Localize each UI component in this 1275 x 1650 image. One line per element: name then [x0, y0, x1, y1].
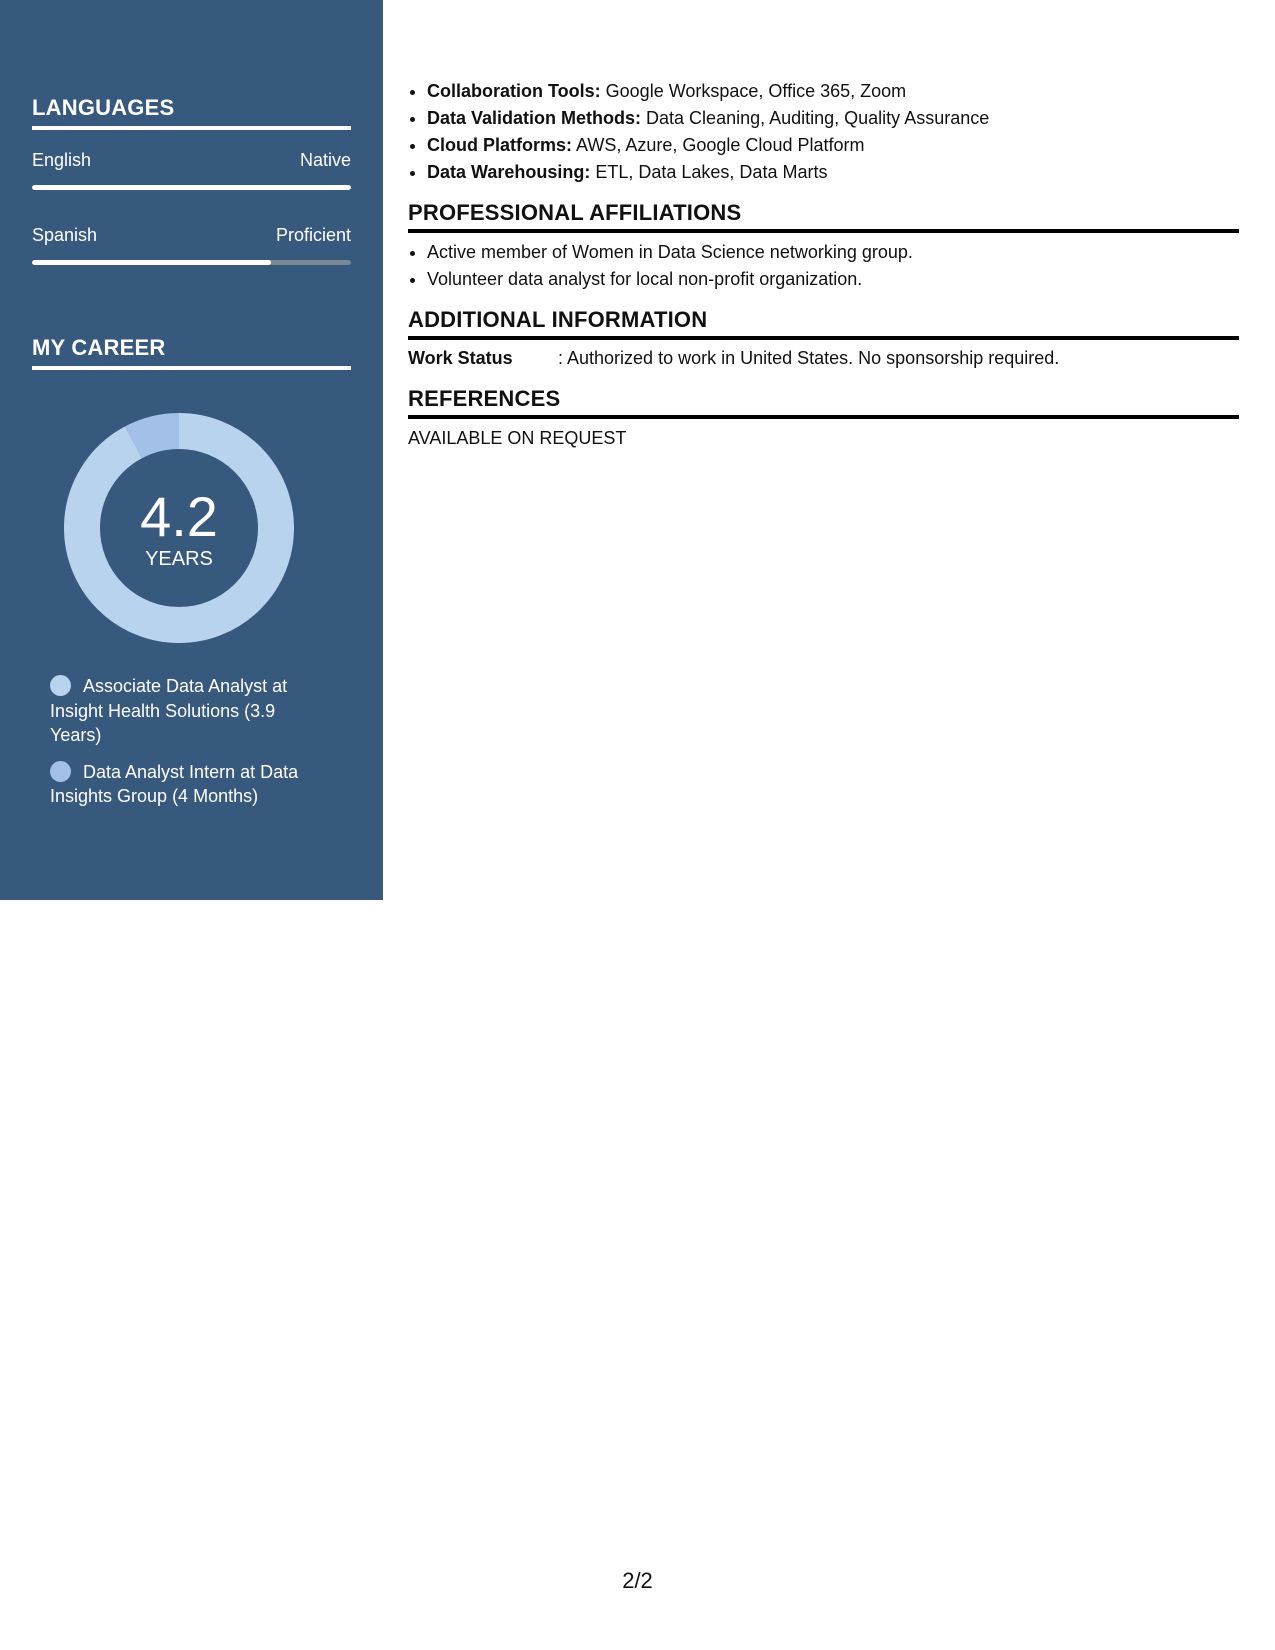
- list-item: [427, 132, 1239, 159]
- skill-key: Data Warehousing:: [427, 162, 591, 182]
- career-legend: [50, 674, 330, 821]
- page-number: 2/2: [622, 1568, 653, 1593]
- work-status-value: : Authorized to work in United States. No sponsorship required.: [558, 348, 1060, 368]
- language-level: Native: [299, 150, 351, 170]
- skill-value: ETL, Data Lakes, Data Marts: [590, 162, 828, 182]
- skill-value: AWS, Azure, Google Cloud Platform: [572, 135, 865, 155]
- sidebar: [0, 0, 383, 900]
- language-proficiency-bar: [32, 260, 351, 265]
- career-legend-item: [50, 674, 330, 748]
- language-proficiency-bar: [32, 185, 351, 190]
- languages-heading: LANGUAGES: [32, 95, 351, 130]
- list-item: [427, 105, 1239, 132]
- language-item: [32, 225, 351, 265]
- skill-key: Cloud Platforms:: [427, 135, 573, 155]
- legend-dot-icon: [50, 675, 71, 696]
- work-status-label: Work Status: [408, 348, 513, 368]
- career-legend-item: [50, 760, 330, 809]
- language-item: [32, 150, 351, 190]
- career-total: [64, 413, 294, 643]
- work-status-row: [408, 345, 1239, 372]
- skill-key: Collaboration Tools:: [427, 81, 601, 101]
- language-proficiency-fill: [32, 260, 271, 265]
- language-level: Proficient: [275, 225, 351, 245]
- skill-value: Google Workspace, Office 365, Zoom: [600, 81, 907, 101]
- language-name: English: [32, 150, 92, 170]
- affiliations-heading: PROFESSIONAL AFFILIATIONS: [408, 200, 1239, 233]
- references-text: AVAILABLE ON REQUEST: [408, 428, 627, 448]
- references-heading: REFERENCES: [408, 386, 1239, 419]
- list-item: [427, 159, 1239, 186]
- skills-list: [408, 78, 1239, 186]
- legend-dot-icon: [50, 761, 71, 782]
- language-name: Spanish: [32, 225, 98, 245]
- skill-key: Data Validation Methods:: [427, 108, 642, 128]
- language-proficiency-fill: [32, 185, 351, 190]
- career-total-value: 4.2: [140, 485, 218, 548]
- list-item: • Active member of Women in Data Science networking group.: [427, 239, 1239, 266]
- career-heading: MY CAREER: [32, 335, 351, 370]
- languages-section: [32, 95, 351, 265]
- career-role-text: Associate Data Analyst at Insight Health Solutions (3.9 Years): [50, 676, 288, 745]
- career-total-unit: YEARS: [145, 548, 213, 570]
- main-content: [408, 78, 1239, 452]
- list-item: [427, 78, 1239, 105]
- career-role-text: Data Analyst Intern at Data Insights Group (4 Months): [50, 761, 299, 806]
- list-item: • Volunteer data analyst for local non-profit organization.: [427, 266, 1239, 293]
- additional-info-heading: ADDITIONAL INFORMATION: [408, 307, 1239, 340]
- skill-value: Data Cleaning, Auditing, Quality Assurance: [641, 108, 990, 128]
- affiliations-list: [408, 239, 1239, 293]
- career-donut-chart: [64, 413, 294, 643]
- career-section: [32, 335, 351, 370]
